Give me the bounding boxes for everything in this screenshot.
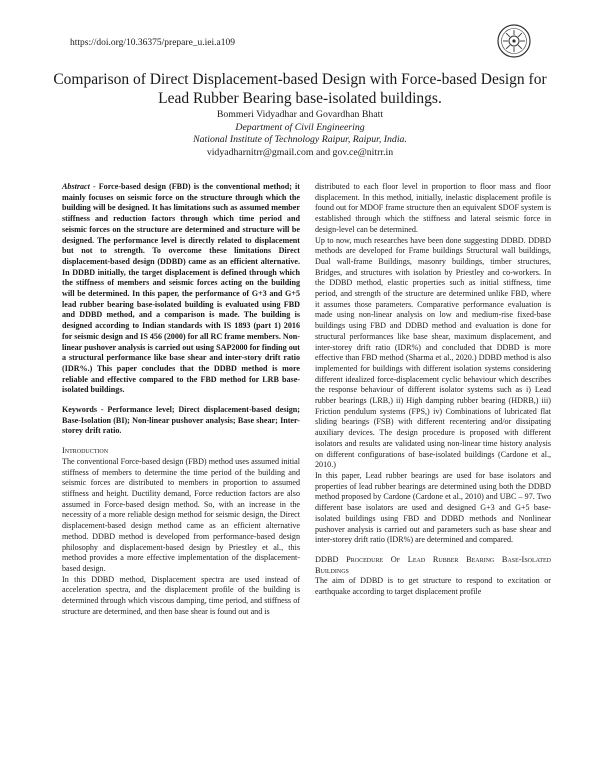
introduction-paragraph-5: In this paper, Lead rubber bearings are used for base isolators and properties of lead rubber bearings are determined using both the DDBD method proposed by Cardone (Cardone et al., 2010) and UBC – 97. Two different base isolators are used and designed G+3 and G+5 base-isolated buildings using FBD and DDBD methods and Nonlinear pushover analysis is carried out and parameters such as base shear and inter-storey drift ratio (IDR%) are determined and compared.: [315, 470, 551, 545]
paper-title: Comparison of Direct Displacement-based Design with Force-based Design for Lead Rubber Bearing base-isolated buildings.: [53, 71, 547, 107]
author-emails[interactable]: vidyadharnitrr@gmail.com and gov.ce@nitrr.in: [206, 146, 394, 158]
author-institute: National Institute of Technology Raipur, Raipur, India.: [193, 134, 407, 145]
introduction-paragraph-1: The conventional Force-based design (FBD) method uses assumed initial stiffness of members to determine the time period of the building and seismic forces are distributed to members in proportion to assumed stiffness and height. Ductility demand, Force reduction factors are also assumed in Force-based design method. So, with an increase in the necessity of a more reliable design method for seismic design, the Direct displacement-based design method came as an efficient alternative method. DDBD method is developed from performance-based design philosophy and displacement-based design by Priestley et al., this method provides a more effective implementation of the displacement-based design.: [62, 456, 300, 573]
section-2-paragraph-1: The aim of DDBD is to get structure to respond to excitation or earthquake according to target displacement profile: [315, 576, 551, 597]
keywords: Keywords - Performance level; Direct displacement-based design; Base-Isolation (BI); Non-linear pushover analysis; Base shear; Inter-storey drift ratio.: [62, 405, 300, 436]
author-names: Bommeri Vidyadhar and Govardhan Bhatt: [216, 109, 384, 120]
abstract: [62, 182, 300, 396]
introduction-heading: Introduction: [62, 446, 109, 456]
author-department: Department of Civil Engineering: [235, 121, 365, 133]
institution-seal-icon: [497, 24, 531, 58]
doi-link[interactable]: https://doi.org/10.36375/prepare_u.iei.a109: [70, 38, 235, 48]
introduction-paragraph-2: In this DDBD method, Displacement spectra are used instead of acceleration spectra, and the displacement profile of the building is determined through which viscous damping, time period, and stiffness of structure are determined, and then base shear is found out and is: [62, 574, 300, 616]
abstract-label: Abstract -: [62, 182, 96, 191]
left-column: [62, 182, 300, 617]
author-block: [40, 109, 560, 159]
right-column: [315, 182, 551, 598]
abstract-text: Force-based design (FBD) is the conventional method; it mainly focuses on seismic force on the structure through which the building will be designed. It has limitations such as assumed member stiffness and reduction factors through which time period and seismic forces on the structure are determined and structure will be designed. The performance level is directly related to displacement but not to strength. To overcome these limitations Direct displacement-based design (DDBD) came as an efficient alternative. In DDBD initially, the target displacement is defined through which the stiffness of members and seismic forces acting on the building will be determined. In this paper, the performance of G+3 and G+5 lead rubber bearing base-isolated building is evaluated using FBD and DDBD method, and a comparison is made. The building is designed according to Indian standards with IS 1893 (part 1) 2016 for seismic design and IS 456 (2000) for all RC frame members. Non-linear pushover analysis is carried out using SAP2000 for finding out a structural performance like base shear and inter-story drift ratio (IDR%.) This paper concludes that the DDBD method is more reliable and effective compared to the FBD method for LRB base-isolated buildings.: [62, 182, 300, 395]
section-2-heading: DDBD Procedure Of Lead Rubber Bearing Base-Isolated Buildings: [315, 554, 551, 575]
introduction-paragraph-4: Up to now, much researches have been done suggesting DDBD. DDBD methods are developed for Frame buildings Structural wall buildings, Dual wall-frame Buildings, masonry buildings, timber structures, Bridges, and structures with isolation by Priestley and co-workers. In the DDBD method, elastic properties such as initial stiffness, time period, and strength of the structure are determined unlike FBD, where it assumes those parameters. Comparative performance evaluation is made using non-linear analysis on low and medium-rise fixed-base buildings using FBD and DDBD method and evaluation is done for structural performances like base shear, maximum displacement, and inter-storey drift ratio (IDR%) and concluded that DDBD is more effective than FBD method (Sharma et al., 2020.) DDBD method is also implemented for buildings with different isolation systems considering different idealized force-displacement cyclic behaviour which describes the response behaviour of different isolator systems such as i) Lead rubber bearings (LRB,) ii) High damping rubber bearing (HDRB,) iii) Friction pendulum systems (FPS,) iv) Combinations of lubricated flat sliding bearings (FSB) with different recentering and/or dissipating auxiliary devices. The design procedure is proposed with different isolators and results are validated using non-linear time history analysis on different configurations of base-isolated buildings (Cardone et al., 2010.): [315, 235, 551, 470]
introduction-paragraph-3: distributed to each floor level in proportion to floor mass and floor displacement. In this method, initially, inelastic displacement profile is found out for MDOF frame structure then an equivalent SDOF system is established through which the stiffness and lateral seismic force in design-level can be determined.: [315, 182, 551, 234]
